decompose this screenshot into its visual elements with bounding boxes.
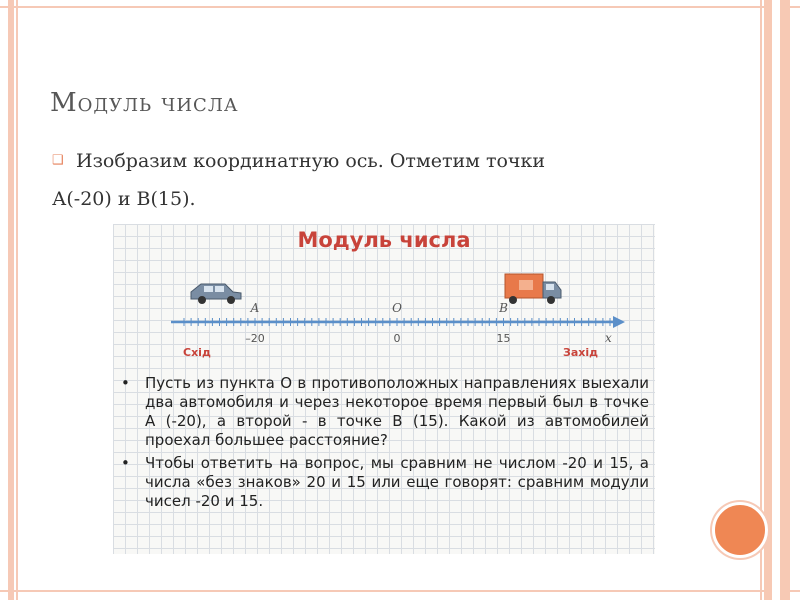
axis-ticks: [184, 318, 610, 326]
west-direction-label: Схід: [183, 346, 211, 359]
paragraph-text: Пусть из пункта О в противоположных направлениях выехали два автомобиля и через некоторое время первый был в точке А (-20), а второй - в точке В (15). Какой из автомобилей проехал большее расстояние?: [145, 374, 649, 449]
point-letter-b: B: [499, 301, 508, 315]
east-direction-label: Захід: [563, 346, 598, 359]
slide-title: Модуль числа: [50, 88, 239, 118]
tick-label: 15: [496, 332, 511, 345]
tick-label: 0: [393, 332, 401, 345]
figure-title: Модуль числа: [297, 228, 471, 252]
bullet-item: [52, 150, 545, 172]
truck-icon: [505, 274, 561, 304]
number-line: [113, 260, 655, 360]
paragraph-item: [121, 374, 649, 450]
paragraph-bullet: •: [121, 374, 130, 392]
bullet-icon: ❑: [52, 153, 64, 168]
tick-label: –20: [245, 332, 265, 345]
axis-letter: x: [605, 331, 612, 345]
paragraph-text: Чтобы ответить на вопрос, мы сравним не числом -20 и 15, а числа «без знаков» 20 и 15 или еще говорят: сравним модули чисел -20 и 15.: [145, 454, 649, 510]
car-icon: [191, 284, 241, 304]
paragraph-bullet: •: [121, 454, 130, 472]
figure-text: [121, 374, 649, 515]
axis-arrow: [613, 316, 625, 328]
frame-top-line: [0, 6, 800, 8]
frame-bottom-line: [0, 590, 800, 592]
body-text-line: А(-20) и В(15).: [52, 188, 196, 210]
point-letter-o: O: [392, 301, 402, 315]
accent-circle-decoration: [712, 502, 768, 558]
frame-left-line: [16, 0, 18, 600]
frame-left-bar: [8, 0, 14, 600]
paragraph-item: [121, 454, 649, 511]
frame-right-inner: [772, 0, 780, 600]
textbook-figure: [113, 224, 655, 554]
bullet-text: Изобразим координатную ось. Отметим точки: [76, 150, 546, 172]
point-letter-a: A: [250, 301, 260, 315]
